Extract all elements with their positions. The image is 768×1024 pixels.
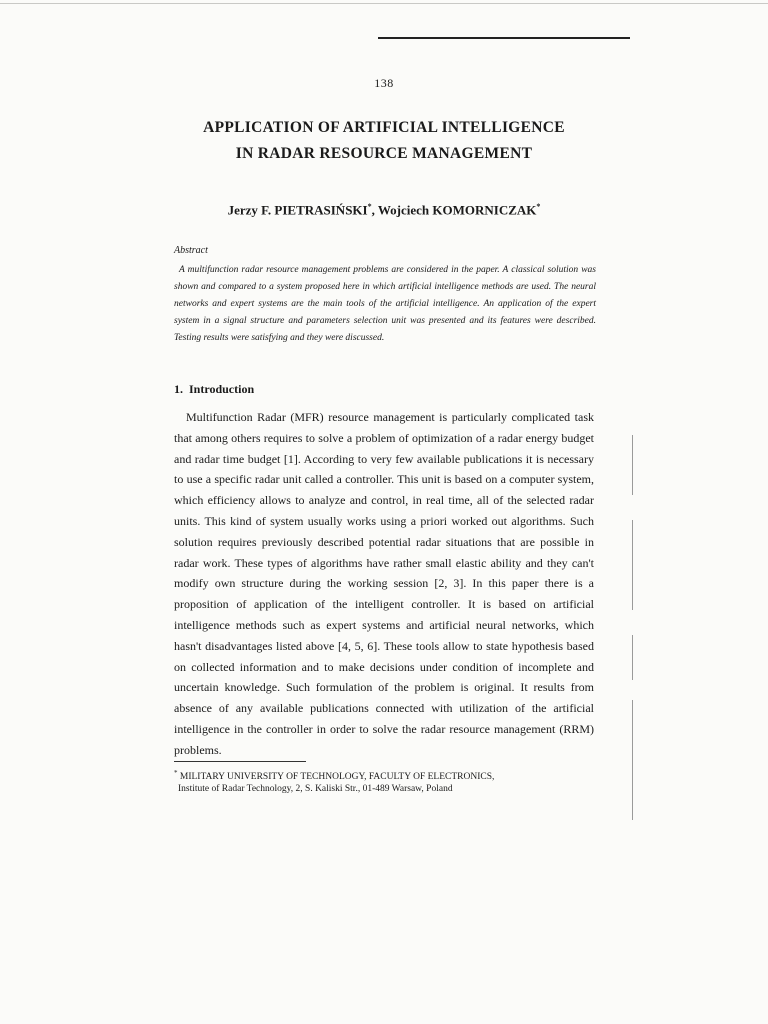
page-number: 138 xyxy=(374,76,394,90)
footnote-marker: * xyxy=(174,769,178,777)
margin-scan-line xyxy=(632,635,633,680)
margin-scan-line xyxy=(632,520,633,610)
author-1: Jerzy F. PIETRASIŃSKI xyxy=(227,202,368,218)
affiliation-marker: * xyxy=(536,202,541,211)
header-scan-line xyxy=(378,37,630,39)
section-number: 1. xyxy=(174,382,183,396)
authors xyxy=(0,202,768,218)
footnote xyxy=(174,767,604,795)
section-heading xyxy=(174,382,254,397)
abstract-label: Abstract xyxy=(174,245,208,256)
section-title: Introduction xyxy=(189,382,255,396)
top-scan-rule xyxy=(0,3,768,4)
author-separator: , xyxy=(371,202,378,218)
footnote-rule xyxy=(174,761,306,762)
abstract-text: A multifunction radar resource management problems are considered in the paper. A classical solution was shown and compared to a system proposed here in which artificial intelligence methods are used. The neural networks and expert systems are the main tools of the artificial intelligence. An application of the expert system in a signal structure and parameters selection unit was presented and its features were described. Testing results were satisfying and they were discussed. xyxy=(174,265,596,343)
margin-scan-line xyxy=(632,700,633,820)
title-line-1: APPLICATION OF ARTIFICIAL INTELLIGENCE xyxy=(203,119,565,136)
title-line-2: IN RADAR RESOURCE MANAGEMENT xyxy=(235,145,533,162)
footnote-line-1: MILITARY UNIVERSITY OF TECHNOLOGY, FACULTY OF ELECTRONICS, xyxy=(179,772,495,783)
introduction-paragraph: Multifunction Radar (MFR) resource management is particularly complicated task that among others requires to solve a problem of optimization of a radar energy budget and radar time budget [1]. According to very few available publications it is necessary to use a specific radar unit called a controller. This unit is based on a computer system, which efficiency allows to analyze and control, in real time, all of the selected radar units. This kind of system usually works using a priori worked out algorithms. Such solution requires previously described potential radar situations that are possible in radar work. These types of algorithms have rather small elastic ability and they can't modify own structure during the working session [2, 3]. In this paper there is a proposition of application of the intelligent controller. It is based on artificial intelligence methods such as expert systems and artificial neural networks, which hasn't disadvantages listed above [4, 5, 6]. These tools allow to state hypothesis based on collected information and to make decisions under condition of incomplete and uncertain knowledge. Such formulation of the problem is original. It results from absence of any available publications connected with utilization of the artificial intelligence in the controller in order to solve the radar resource management (RRM) problems. xyxy=(174,410,594,757)
margin-scan-line xyxy=(632,435,633,495)
affiliation-marker: * xyxy=(367,202,372,211)
footnote-line-2: Institute of Radar Technology, 2, S. Kaliski Str., 01-489 Warsaw, Poland xyxy=(178,784,453,795)
author-2: Wojciech KOMORNICZAK xyxy=(377,202,537,218)
